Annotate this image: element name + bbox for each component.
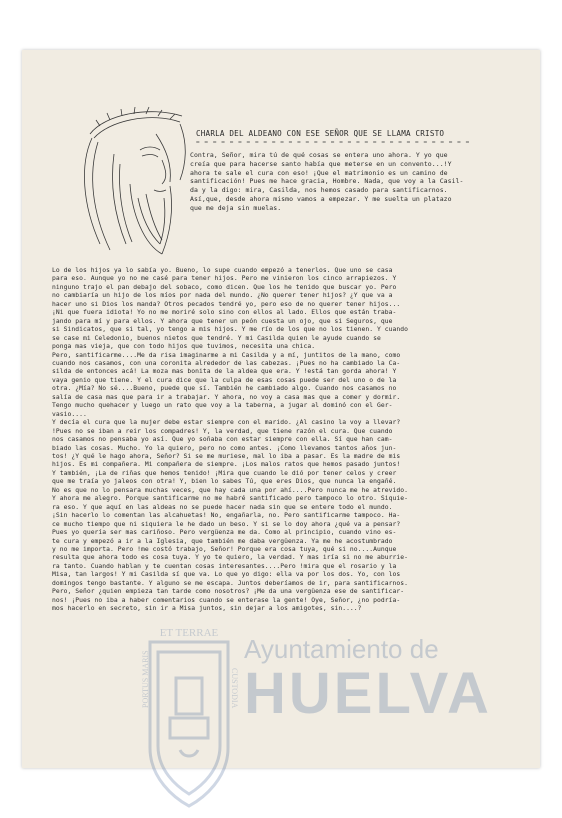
body-text-line: Y ahora me alegro. Porque santificarme no me habré santificado pero tampoco lo otro. Siquie-: [52, 495, 408, 503]
body-text-line: se case mi Celedonio, buenos nietos que tendré. Y mi Casilda quien le ayude cuando se: [52, 334, 381, 342]
title-underline: = = = = = = = = = = = = = = = = = = = = = = = = = = = = = = = = =: [196, 139, 470, 146]
body-text-line: para eso. Aunque yo no me casé para tener hijos. Pero me vinieron los cinco arrapiezos. Y: [52, 275, 397, 283]
intro-text-line: santificación! Pues me hace gracia, Hombre. Nada, que voy a la Casil-: [190, 177, 464, 186]
intro-text-line: ahora te sale el cura con eso! ¡Que el matrimonio es un camino de: [190, 168, 448, 177]
body-text: [52, 267, 532, 614]
body-text-line: salía de casa mas que para ir a trabajar. Y ahora, no voy a casa mas que a comer y dormir.: [52, 393, 401, 401]
body-text-line: Tengo mucho quehacer y luego un rato que voy a la taberna, a jugar al dominó con el Ger-: [52, 402, 393, 410]
body-text-line: vaya genio que tiene. Y el cura dice que la culpa de esas cosas puede ser del uno o de la: [52, 376, 397, 384]
body-text-line: domingos tengo bastante. Y alguno se me escapa. Juntos deberíamos de ir, para santificarnos.: [52, 579, 408, 587]
body-text-line: resulta que ahora todo es cosa tuya. Y yo te quiero, la verdad. Y mas iría si no me aburrie-: [52, 554, 408, 562]
body-text-line: !Pues no se iban a reir los compadres! Y, la verdad, que tiene razón el cura. Que cuando: [52, 427, 393, 435]
document-page: [22, 50, 540, 768]
body-text-line: Pero, santificarme....Me da risa imaginarme a mi Casilda y a mí, juntitos de la mano, como: [52, 351, 401, 359]
body-text-line: hijos. Es mi compañera. Mi compañera de siempre. ¡Los malos ratos que hemos pasado juntos!: [52, 461, 401, 469]
body-text-line: nos casamos no pensaba yo así. Que yo soñaba con estar siempre con ella. Sí que han cam-: [52, 436, 393, 444]
intro-text-line: que me deja sin muelas.: [190, 203, 282, 212]
body-text-line: Misa, tan largos! Y mi Casilda sí que va. Lo que yo digo: ella va por los dos. Yo, con los: [52, 571, 401, 579]
intro-text-line: creía que para hacerse santo había que meterse en un convento...!Y: [190, 159, 452, 168]
svg-text:CUSTODIA: CUSTODIA: [230, 668, 239, 709]
body-text-line: te cura y empezó a ir a la Iglesia, que también me daba vergüenza. Ya me he acostumbrado: [52, 537, 393, 545]
body-text-line: no cambiaría un hijo de los míos por nada del mundo. ¿No querer tener hijos? ¿Y que va a: [52, 292, 393, 300]
body-text-line: ¡Ni que fuera idiota! Yo no me moriré solo sino con ellos al lado. Ellos que están traba-: [52, 309, 397, 317]
body-text-line: si Sindicatos, que si tal, yo tengo a mis hijos. Y me río de los que no los tienen. Y cuando: [52, 326, 408, 334]
body-text-line: y no me importa. Pero !me costó trabajo, Señor! Porque era cosa tuya, qué si no....Aunque: [52, 545, 397, 553]
body-text-line: ra tanto. Cuando hablan y te cuentan cosas interesantes....Pero !mira que el rosario y la: [52, 562, 397, 570]
intro-text-line: Así,que, desde ahora mismo vamos a empezar. Y me suelta un platazo: [190, 194, 452, 203]
body-text-line: otra. ¿Mía? No sé....Bueno, puede que sí. También he cambiado algo. Cuando nos casamos no: [52, 385, 397, 393]
coat-of-arms-icon: [140, 618, 238, 810]
body-text-line: jando para mí y para ellos. Y ahora que tener un peón cuesta un ojo, que si Seguros, que: [52, 317, 393, 325]
body-text-line: vasio....: [52, 410, 87, 418]
intro-text-line: Contra, Señor, mira tú de qué cosas se entera uno ahora. Y yo que: [190, 151, 448, 159]
intro-text-line: da y la digo: mira, Casilda, nos hemos casado para santificarnos.: [190, 186, 448, 195]
body-text-line: silda de entonces acá! La moza mas bonita de la aldea que era. Y !está tan gorda ahora! Y: [52, 368, 397, 376]
body-text-line: ce mucho tiempo que ni siquiera le he dado un beso. Y si se lo doy ahora ¿qué va a pensar?: [52, 520, 401, 528]
watermark: [140, 618, 560, 818]
body-text-line: ponga mas vieja, que con todo hijos que tuvimos, necesita una chica.: [52, 343, 316, 351]
body-text-line: nos! ¡Pues no iba a haber comentarios cuando se enterase la gente! Oye, Señor, ¿no podría-: [52, 596, 401, 604]
watermark-subtitle: HUELVA: [244, 661, 492, 726]
body-text-line: ra eso. Y que aquí en las aldeas no se puede hacer nada sin que se entere todo el mundo.: [52, 503, 393, 511]
body-text-line: tos! ¿Y qué le hago ahora, Señor? Si se me muriese, mal lo iba a pasar. Es la madre de mis: [52, 452, 401, 460]
svg-text:PORTUS MARIS: PORTUS MARIS: [141, 650, 150, 708]
body-text-line: biado las cosas. Mucho. Yo la quiero, pero no como antes. ¡Como llevamos tantos años jun-: [52, 444, 397, 452]
document-title: CHARLA DEL ALDEANO CON ESE SEÑOR QUE SE LLAMA CRISTO: [196, 129, 445, 138]
body-text-line: Y decía el cura que la mujer debe estar siempre con el marido. ¿Al casino la voy a llevar?: [52, 419, 401, 427]
watermark-title: Ayuntamiento de: [244, 634, 439, 664]
body-text-line: que me traía yo jaleos con otra! Y, bien lo sabes Tú, que eres Dios, que nunca la engañé.: [52, 478, 397, 486]
body-text-line: ¡Sin hacerlo lo comentan las alcahuetas! No, engañarla, no. Pero santificarme tampoco. Ha-: [52, 512, 401, 520]
body-text-line: Lo de los hijos ya lo sabía yo. Bueno, lo supe cuando empezó a tenerlos. Que uno se casa: [52, 267, 393, 274]
body-text-line: mos hacerlo en secreto, sin ir a Misa juntos, sin dejar a los amigotes, sin....?: [52, 605, 362, 613]
svg-text:ET TERRAE: ET TERRAE: [159, 627, 219, 639]
body-text-line: No es que no lo pensara muchas veces, que hay cada una por ahí....Pero nunca me he atrevido.: [52, 486, 408, 494]
body-text-line: hacer uno si Dios los manda? Otros pecados tendré yo, pero eso de no querer tener hijos...: [52, 300, 401, 308]
body-text-line: Pues yo quería ser mas cariñoso. Pero vergüenza me da. Como al principio, cuando vino es-: [52, 529, 397, 537]
intro-paragraph: [190, 151, 538, 213]
body-text-line: Y también, ¡La de riñas que hemos tenido! ¡Mira que cuando le dió por tener celos y creer: [52, 469, 397, 477]
christ-sketch-illustration: [70, 94, 200, 264]
body-text-line: cuando nos casamos, con una coronita alrededor de las cabezas. ¡Pues no ha cambiado la Ca-: [52, 359, 401, 367]
body-text-line: Pero, Señor ¿quien empieza tan tarde como nosotros? ¡Me da una vergüenza ese de santificar-: [52, 588, 405, 596]
body-text-line: ninguno trajo el pan debajo del sobaco, como dicen. Que los he tenido que buscar yo. Pero: [52, 283, 397, 291]
